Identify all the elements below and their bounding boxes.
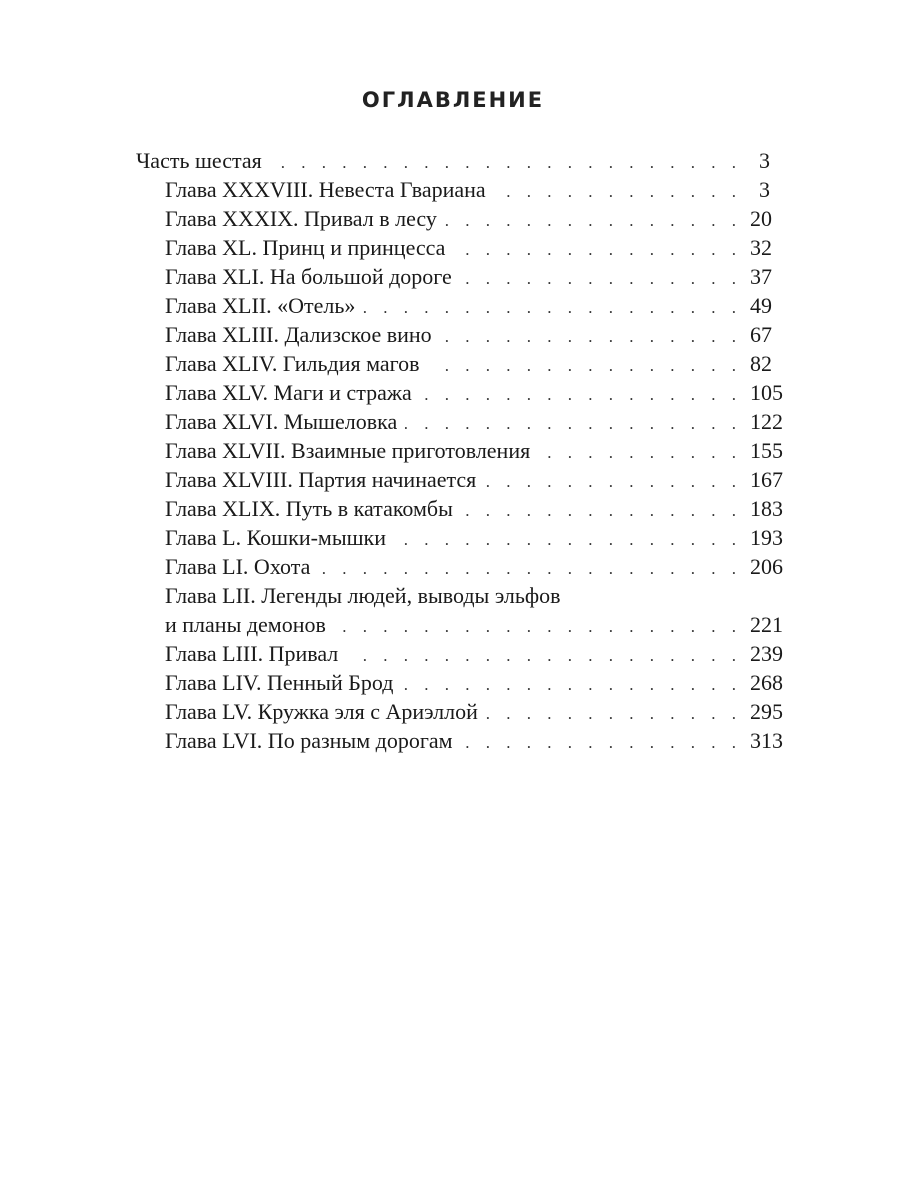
toc-entry-label: Глава XLI. На большой дороге <box>165 264 452 289</box>
toc-entry-label: Глава L. Кошки-мышки <box>165 525 387 550</box>
toc-entry <box>165 465 783 494</box>
toc-entry <box>165 407 783 436</box>
dot-leader <box>334 612 742 641</box>
dot-leader <box>494 177 742 206</box>
dot-leader <box>484 467 742 496</box>
toc-entry-page: 105 <box>750 380 783 405</box>
dot-leader <box>405 409 742 438</box>
toc-entry-page: 122 <box>750 409 783 434</box>
dot-leader <box>420 380 742 409</box>
dot-leader <box>318 554 742 583</box>
toc-entry <box>165 262 770 291</box>
toc-entry-label: Глава XLVIII. Партия начинается <box>165 467 477 492</box>
toc-entry <box>165 697 783 726</box>
toc-entry-label: Глава XLIII. Дализское вино <box>165 322 432 347</box>
toc-entry-page: 221 <box>750 612 783 637</box>
toc-entry-label: Глава XLII. «Отель» <box>165 293 356 318</box>
toc-entry <box>165 668 783 697</box>
dot-leader <box>453 235 742 264</box>
dot-leader <box>270 148 742 177</box>
toc-entry-label: Глава LV. Кружка эля с Ариэллой <box>165 699 478 724</box>
toc-entry <box>165 378 783 407</box>
toc-entry-label-line1: Глава LII. Легенды людей, выводы эльфов <box>165 583 561 608</box>
toc-entry-page: 155 <box>750 438 783 463</box>
toc-entry-page: 313 <box>750 728 783 753</box>
dot-leader <box>428 351 742 380</box>
toc-entry-label: Глава LVI. По разным дорогам <box>165 728 453 753</box>
toc-entry-label: Глава XLIV. Гильдия магов <box>165 351 420 376</box>
toc-part-page: 3 <box>759 148 770 173</box>
toc-entry-label: Глава XLV. Маги и стража <box>165 380 412 405</box>
table-of-contents <box>136 146 783 755</box>
toc-entry <box>165 726 783 755</box>
toc-entry-page: 3 <box>759 177 770 202</box>
page-title: ОГЛАВЛЕНИЕ <box>361 88 545 112</box>
toc-entry-page: 295 <box>750 699 783 724</box>
toc-entry-page: 32 <box>750 235 772 260</box>
toc-entry-page: 37 <box>750 264 772 289</box>
toc-entry <box>165 639 783 668</box>
toc-entry-page: 49 <box>750 293 772 318</box>
toc-part-label: Часть шестая <box>136 148 262 173</box>
dot-leader <box>461 728 742 757</box>
toc-entry-multiline <box>165 581 783 639</box>
toc-entry-label: Глава LI. Охота <box>165 554 311 579</box>
toc-entry-page: 268 <box>750 670 783 695</box>
toc-entry-label: Глава XXXVIII. Невеста Гвариана <box>165 177 486 202</box>
dot-leader <box>445 206 742 235</box>
toc-entry <box>165 320 770 349</box>
toc-entry-label: Глава XLVI. Мышеловка <box>165 409 398 434</box>
toc-entry-label: Глава LIV. Пенный Брод <box>165 670 394 695</box>
toc-entry-label-line2: и планы демонов <box>165 612 326 637</box>
toc-entry-page: 193 <box>750 525 783 550</box>
toc-entry-page: 20 <box>750 206 772 231</box>
toc-entry-label: Глава XXXIX. Привал в лесу <box>165 206 437 231</box>
toc-entry-page: 239 <box>750 641 783 666</box>
toc-entry <box>165 233 770 262</box>
toc-part <box>136 146 770 175</box>
dot-leader <box>394 525 742 554</box>
dot-leader <box>538 438 742 467</box>
dot-leader <box>460 264 742 293</box>
toc-entry-page: 206 <box>750 554 783 579</box>
dot-leader <box>461 496 742 525</box>
toc-entry-label: Глава XLVII. Взаимные приготовления <box>165 438 531 463</box>
toc-entry <box>165 552 783 581</box>
toc-entry-page: 183 <box>750 496 783 521</box>
toc-entry <box>165 436 783 465</box>
toc-entry-page: 167 <box>750 467 783 492</box>
toc-entry <box>165 349 770 378</box>
dot-leader <box>401 670 742 699</box>
dot-leader <box>346 641 742 670</box>
toc-entry <box>165 175 770 204</box>
toc-entry <box>165 523 783 552</box>
toc-entry-page: 67 <box>750 322 772 347</box>
toc-entry <box>165 291 770 320</box>
toc-entry-page: 82 <box>750 351 772 376</box>
dot-leader <box>363 293 742 322</box>
toc-entry-label: Глава XL. Принц и принцесса <box>165 235 446 260</box>
toc-entry <box>165 494 783 523</box>
dot-leader <box>440 322 742 351</box>
toc-entry <box>165 204 770 233</box>
toc-entry-label: Глава XLIX. Путь в катакомбы <box>165 496 453 521</box>
toc-entry-label: Глава LIII. Привал <box>165 641 339 666</box>
dot-leader <box>486 699 742 728</box>
